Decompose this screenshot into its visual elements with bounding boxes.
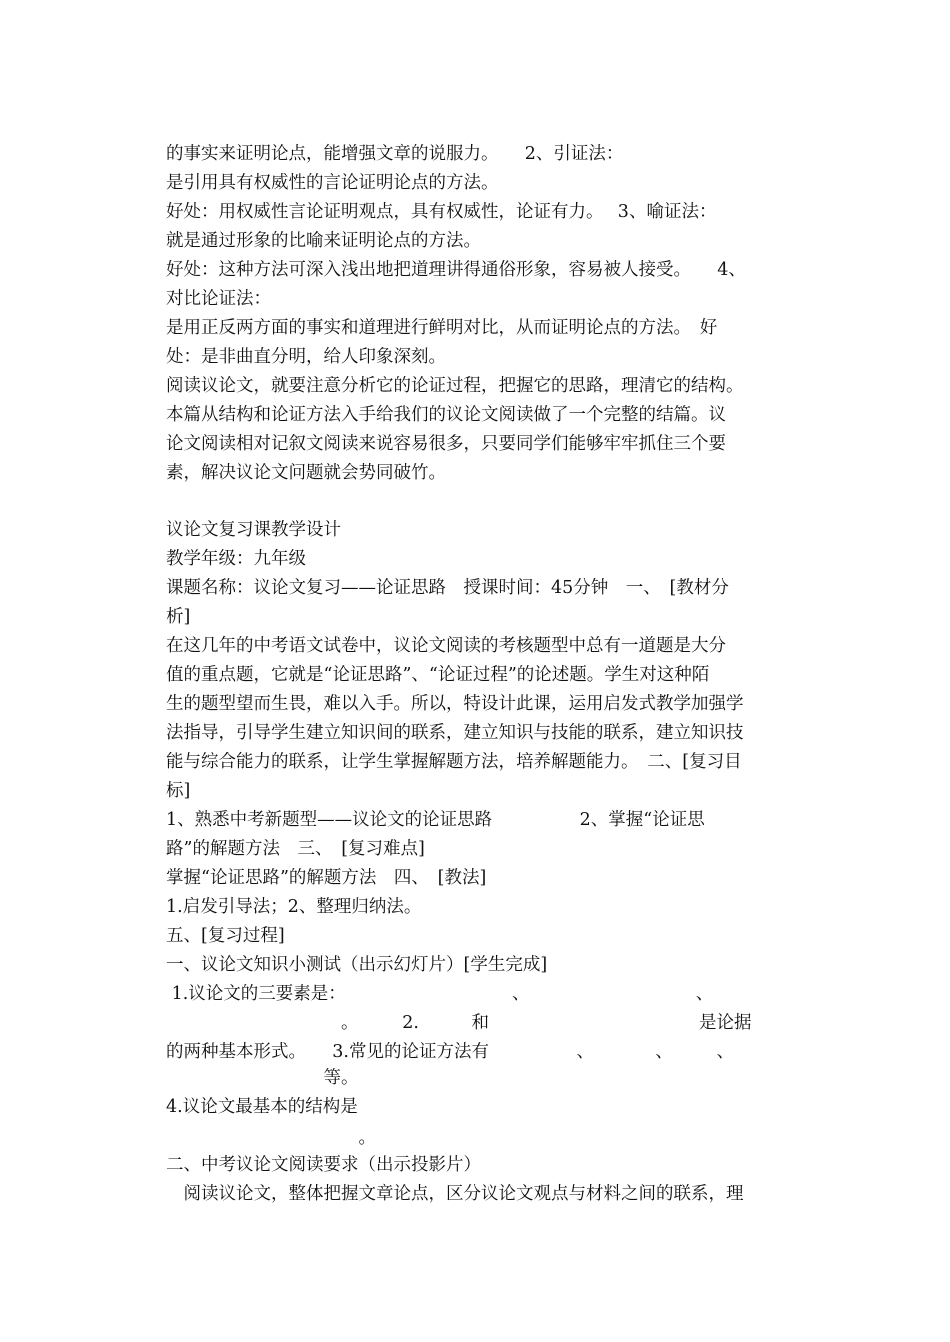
text-line: 好处：用权威性言论证明观点，具有权威性，论证有力。 3、喻证法： [166, 202, 717, 222]
text-line: 二、中考议论文阅读要求（出示投影片） [166, 1155, 481, 1175]
text-line: 标] [166, 781, 191, 801]
text-line: 的事实来证明论点，能增强文章的说服力。 2、引证法： [166, 144, 624, 164]
text-line: 1、熟悉中考新题型——议论文的论证思路 2、掌握“论证思 [166, 810, 705, 830]
text-line: 能与综合能力的联系，让学生掌握解题方法，培养解题能力。 二、[复习目 [166, 752, 742, 772]
text-line: 析] [166, 607, 191, 627]
text-line: 五、[复习过程] [166, 926, 285, 946]
quiz-line: 的两种基本形式。 3.常见的论证方法有 、 、 、 [166, 1042, 734, 1062]
text-line: 就是通过形象的比喻来证明论点的方法。 [166, 231, 481, 251]
document-title: 议论文复习课教学设计 [166, 520, 341, 540]
text-line: 处：是非曲直分明，给人印象深刻。 [166, 347, 446, 367]
text-line: 教学年级：九年级 [166, 549, 306, 569]
text-line: 好处：这种方法可深入浅出地把道理讲得通俗形象，容易被人接受。 4、 [166, 260, 746, 280]
text-line: 课题名称：议论文复习——论证思路 授课时间：45分钟 一、 [教材分 [166, 578, 729, 598]
quiz-line: 。 [166, 1128, 376, 1148]
text-line: 论文阅读相对记叙文阅读来说容易很多，只要同学们能够牢牢抓住三个要 [166, 434, 726, 454]
text-line: 是用正反两方面的事实和道理进行鲜明对比，从而证明论点的方法。 好 [166, 318, 718, 338]
text-line: 1.启发引导法；2、整理归纳法。 [166, 897, 422, 917]
quiz-line: 。 2. 和 是论据 [166, 1013, 752, 1033]
text-line: 阅读议论文，就要注意分析它的论证过程，把握它的思路，理清它的结构。 [166, 376, 744, 396]
text-line: 素，解决议论文问题就会势同破竹。 [166, 463, 446, 483]
text-line: 本篇从结构和论证方法入手给我们的议论文阅读做了一个完整的结篇。议 [166, 405, 726, 425]
text-line: 对比论证法： [166, 289, 271, 309]
text-line: 生的题型望而生畏，难以入手。所以，特设计此课，运用启发式教学加强学 [166, 694, 744, 714]
text-line: 值的重点题，它就是“论证思路”、“论证过程”的论述题。学生对这种陌 [166, 665, 710, 685]
text-line: 阅读议论文，整体把握文章论点，区分议论文观点与材料之间的联系，理 [166, 1184, 744, 1204]
quiz-line: 4.议论文最基本的结构是 [166, 1097, 358, 1117]
quiz-line: 等。 [166, 1068, 359, 1088]
text-line: 是引用具有权威性的言论证明论点的方法。 [166, 173, 499, 193]
text-line: 掌握“论证思路”的解题方法 四、 [教法] [166, 868, 487, 888]
text-line: 一、议论文知识小测试（出示幻灯片）[学生完成] [166, 955, 548, 975]
text-line: 在这几年的中考语文试卷中，议论文阅读的考核题型中总有一道题是大分 [166, 636, 726, 656]
text-line: 法指导，引导学生建立知识间的联系，建立知识与技能的联系，建立知识技 [166, 723, 744, 743]
text-line: 路”的解题方法 三、 [复习难点] [166, 839, 425, 859]
quiz-line: 1.议论文的三要素是： 、 、 [166, 984, 714, 1004]
